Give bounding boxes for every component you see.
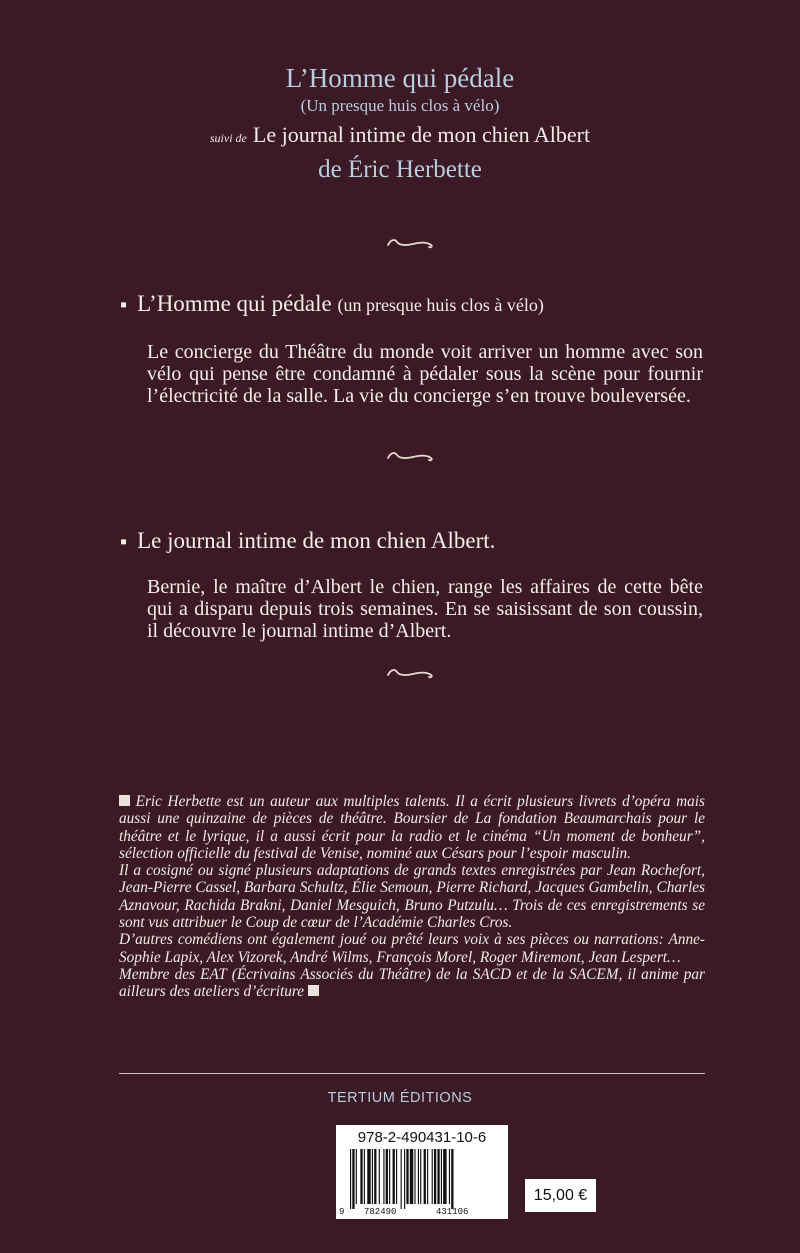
barcode-bar: [434, 1149, 436, 1204]
barcode-bar: [379, 1149, 380, 1204]
ornament-divider-2: [385, 449, 435, 463]
barcode-bar: [396, 1149, 397, 1204]
bio-paragraph-3: D’autres comédiens ont également joué ou prêté leurs voix à ses pièces ou narrations: Anne-Sophie Lapix, Alex Vizorek, André Wilms, François Morel, Roger Miremont, Jean Lespert…: [119, 931, 705, 966]
price-tag: 15,00 €: [525, 1179, 596, 1212]
square-marker: [308, 985, 319, 996]
barcode-bar: [404, 1149, 405, 1209]
isbn-number: 978-2-490431-10-6: [357, 1129, 487, 1146]
divider-rule: [119, 1073, 705, 1074]
barcode-bar: [437, 1149, 439, 1204]
barcode-bar: [360, 1149, 362, 1204]
second-title-line: [0, 122, 800, 148]
bio-paragraph-4: Membre des EAT (Écrivains Associés du Théâtre) de la SACD et de la SACEM, il anime par ailleurs des ateliers d’écriture: [119, 965, 705, 1001]
barcode-bar: [418, 1149, 419, 1204]
barcode-digits-left: 782490: [364, 1207, 397, 1217]
barcode-bar: [401, 1149, 402, 1209]
ornament-divider-1: [385, 236, 435, 250]
barcode-bars: [346, 1149, 498, 1209]
barcode-bar: [410, 1149, 413, 1204]
section-2-title-text: Le journal intime de mon chien Albert.: [137, 528, 496, 553]
section-2-text: Bernie, le maître d’Albert le chien, range les affaires de cette bête qui a disparu depuis trois semaines. En se saisissant de son coussin, il découvre le journal intime d’Albert.: [147, 576, 703, 642]
barcode-bar: [367, 1149, 370, 1204]
ornament-divider-3: [385, 666, 435, 680]
barcode-bar: [352, 1149, 354, 1209]
book-subtitle: (Un presque huis clos à vélo): [300, 96, 500, 115]
section-1-text: Le concierge du Théâtre du monde voit arriver un homme avec son vélo qui pense être condamné à pédaler sous la scène pour fournir l’électricité de la salle. La vie du concierge s’en trouve bouleversée.: [147, 341, 703, 407]
bio-paragraph-2: Il a cosigné ou signé plusieurs adaptations de grands textes enregistrées par Jean Rochefort, Jean-Pierre Cassel, Barbara Schultz, Élie Semoun, Pierre Richard, Jacques Gambelin, Charles Aznavour, Rachida Brakni, Daniel Mesguich, Bruno Putzulu… Trois de ces enregistrements se sont vus attribuer le Coup de cœur de l’Académie Charles Cros.: [119, 862, 705, 932]
barcode-bar: [374, 1149, 376, 1204]
barcode-bar: [356, 1149, 357, 1204]
isbn-barcode: [336, 1125, 508, 1219]
section-2-title: [120, 528, 495, 554]
section-1-title: [120, 291, 544, 317]
barcode-bar: [406, 1149, 408, 1204]
barcode-bar: [372, 1149, 373, 1204]
barcode-bar: [427, 1149, 428, 1204]
barcode-bar: [350, 1149, 351, 1209]
second-title: Le journal intime de mon chien Albert: [252, 122, 591, 147]
bullet-marker: ▪: [120, 531, 128, 553]
barcode-digits-right: 431106: [436, 1207, 469, 1217]
publisher-name: TERTIUM ÉDITIONS: [327, 1090, 473, 1106]
section-1-subtitle: (un presque huis clos à vélo): [337, 295, 544, 315]
barcode-bar: [383, 1149, 384, 1204]
barcode-bar: [389, 1149, 390, 1204]
author-biography: [119, 793, 705, 1001]
barcode-bar: [414, 1149, 415, 1204]
barcode-bar: [424, 1149, 426, 1204]
section-1-title-text: L’Homme qui pédale: [137, 291, 332, 316]
barcode-bar: [432, 1149, 433, 1204]
bio-paragraph-1: Eric Herbette est un auteur aux multiples talents. Il a écrit plusieurs livrets d’opéra mais aussi une quinzaine de pièces de théâtre. Boursier de La fondation Beaumarchais pour le théâtre et le lyrique, il a aussi écrit pour la radio et le cinéma “Un moment de bonheur”, sélection officielle du festival de Venise, nominé aux Césars pour l’espoir masculin.: [119, 793, 705, 862]
book-title: L’Homme qui pédale: [285, 63, 515, 93]
barcode-bar: [420, 1149, 421, 1204]
barcode-bar: [441, 1149, 442, 1204]
barcode-bar: [451, 1149, 453, 1209]
barcode-bar: [443, 1149, 446, 1204]
barcode-bar: [364, 1149, 365, 1204]
bullet-marker: ▪: [120, 294, 128, 316]
square-marker: [119, 795, 130, 806]
barcode-digits: [336, 1209, 508, 1219]
barcode-bar: [393, 1149, 395, 1204]
barcode-bar: [449, 1149, 450, 1204]
barcode-bar: [386, 1149, 388, 1204]
suivi-de-label: suivi de: [209, 131, 247, 145]
barcode-digit-first: 9: [339, 1207, 345, 1217]
author-name: de Éric Herbette: [318, 156, 482, 183]
